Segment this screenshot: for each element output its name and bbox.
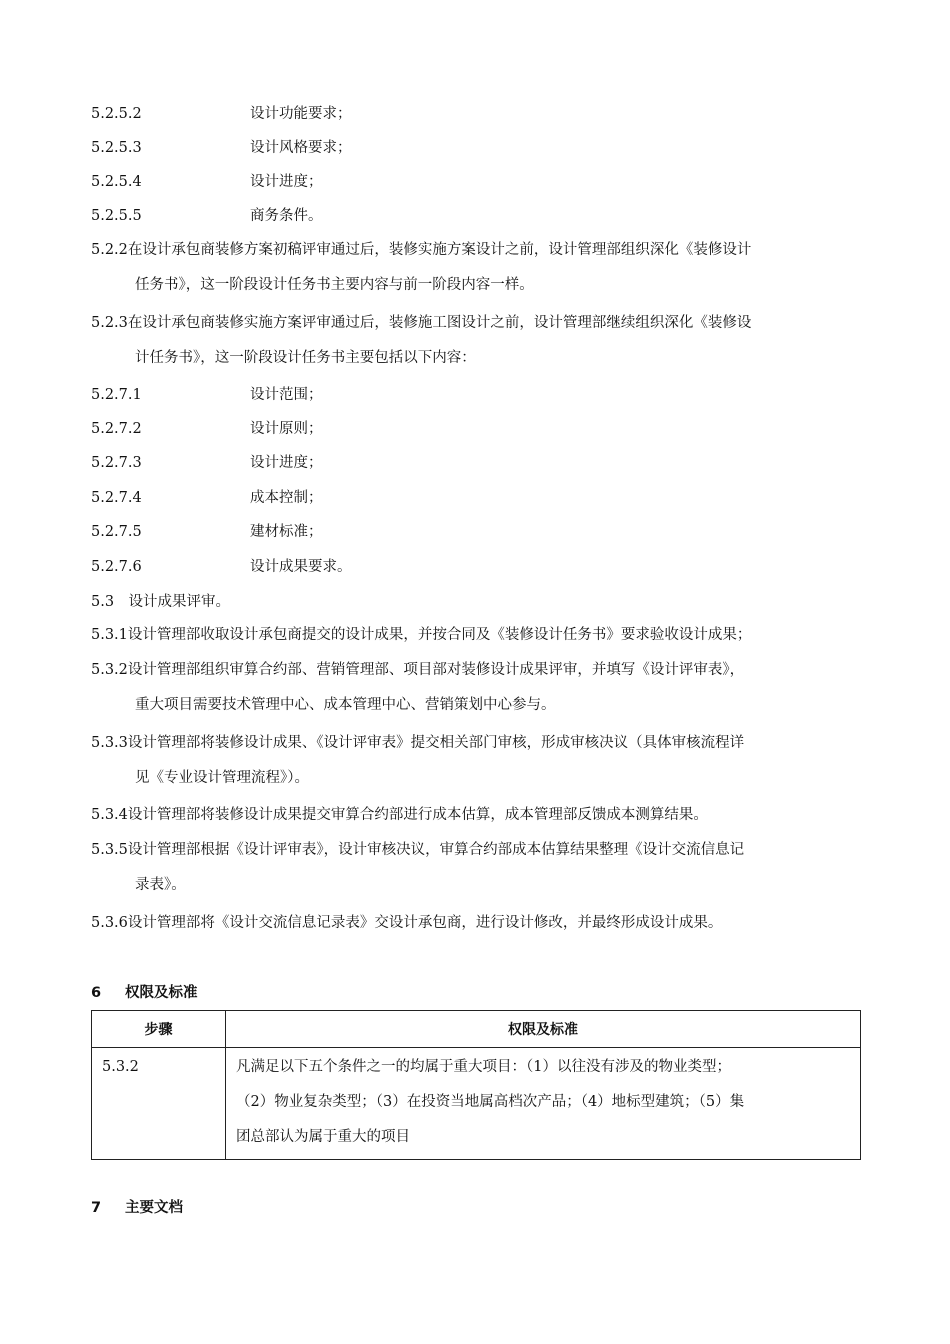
paragraph-5-3-2 xyxy=(91,653,861,723)
step-cell: 5.3.2 xyxy=(92,1048,226,1160)
item-number: 5.2.7.2 xyxy=(91,421,142,437)
paragraph-line: 重大项目需要技术管理中心、成本管理中心、营销策划中心参与。 xyxy=(135,697,556,713)
section-heading xyxy=(91,1196,183,1217)
item-number: 5.2.7.1 xyxy=(91,387,142,403)
item-text: 设计范围； xyxy=(250,387,323,403)
cell-line: 团总部认为属于重大的项目 xyxy=(236,1129,410,1145)
item-number: 5.2.7.6 xyxy=(91,559,142,575)
paragraph-line: 计任务书》，这一阶段设计任务书主要包括以下内容： xyxy=(135,350,476,366)
item-number: 5.2.5.3 xyxy=(91,140,142,156)
cell-line: （2）物业复杂类型；（3）在投资当地属高档次产品；（4）地标型建筑；（5）集 xyxy=(236,1094,745,1110)
item-number: 5.2.5.5 xyxy=(91,208,142,224)
paragraph-line: 5.3.1设计管理部收取设计承包商提交的设计成果，并按合同及《装修设计任务书》要求验收设计成果； xyxy=(91,627,752,643)
paragraph-5-2-2 xyxy=(91,233,861,303)
item-text: 设计原则； xyxy=(250,421,323,437)
item-text: 设计功能要求； xyxy=(250,106,352,122)
item-number: 5.2.7.3 xyxy=(91,455,142,471)
paragraph-5-3-3 xyxy=(91,726,861,796)
table-header-row xyxy=(92,1011,861,1048)
item-number: 5.2.5.4 xyxy=(91,174,142,190)
paragraph-line: 5.2.2在设计承包商装修方案初稿评审通过后，装修实施方案设计之前，设计管理部组织深化《装修设计 xyxy=(91,242,752,258)
section-title: 权限及标准 xyxy=(125,985,198,1001)
paragraph-line: 见《专业设计管理流程》）。 xyxy=(135,770,309,786)
paragraph-line: 5.3.5设计管理部根据《设计评审表》，设计审核决议，审算合约部成本估算结果整理《设计交流信息记 xyxy=(91,842,745,858)
standard-cell xyxy=(226,1048,861,1160)
paragraph-line: 5.3.6设计管理部将《设计交流信息记录表》交设计承包商，进行设计修改，并最终形成设计成果。 xyxy=(91,915,723,931)
paragraph-line: 任务书》，这一阶段设计任务书主要内容与前一阶段内容一样。 xyxy=(135,277,534,293)
table-row xyxy=(92,1048,861,1160)
item-number: 5.2.5.2 xyxy=(91,106,142,122)
paragraph-5-3-1 xyxy=(91,618,861,653)
paragraph-line: 5.3.2设计管理部组织审算合约部、营销管理部、项目部对装修设计成果评审，并填写《设计评审表》， xyxy=(91,662,745,678)
column-header: 步骤 xyxy=(92,1011,226,1048)
item-text: 设计成果要求。 xyxy=(250,559,352,575)
section-number: 6 xyxy=(91,985,102,1001)
section-number: 7 xyxy=(91,1200,102,1216)
paragraph-5-3-6 xyxy=(91,906,861,941)
item-text: 设计风格要求； xyxy=(250,140,352,156)
paragraph-line: 5.3.4设计管理部将装修设计成果提交审算合约部进行成本估算，成本管理部反馈成本测算结果。 xyxy=(91,807,708,823)
item-text: 商务条件。 xyxy=(250,208,323,224)
authority-table xyxy=(91,1010,861,1160)
paragraph-5-2-3 xyxy=(91,306,861,376)
paragraph-line: 5.2.3在设计承包商装修实施方案评审通过后，装修施工图设计之前，设计管理部继续组织深化《装修设 xyxy=(91,315,752,331)
section-heading xyxy=(91,981,198,1002)
item-number: 5.2.7.4 xyxy=(91,490,142,506)
column-header: 权限及标准 xyxy=(226,1011,861,1048)
item-text: 设计进度； xyxy=(250,455,323,471)
item-number: 5.2.7.5 xyxy=(91,524,142,540)
item-text: 设计进度； xyxy=(250,174,323,190)
paragraph-5-3-4 xyxy=(91,798,861,833)
paragraph-line: 录表》。 xyxy=(135,877,186,893)
section-title: 主要文档 xyxy=(125,1200,183,1216)
paragraph-line: 5.3.3设计管理部将装修设计成果、《设计评审表》提交相关部门审核，形成审核决议（具体审核流程详 xyxy=(91,735,745,751)
section-5-3: 5.3 设计成果评审。 xyxy=(91,594,231,610)
cell-line: 凡满足以下五个条件之一的均属于重大项目：（1）以往没有涉及的物业类型； xyxy=(236,1059,731,1075)
item-text: 建材标准； xyxy=(250,524,323,540)
paragraph-5-3-5 xyxy=(91,833,861,903)
item-text: 成本控制； xyxy=(250,490,323,506)
